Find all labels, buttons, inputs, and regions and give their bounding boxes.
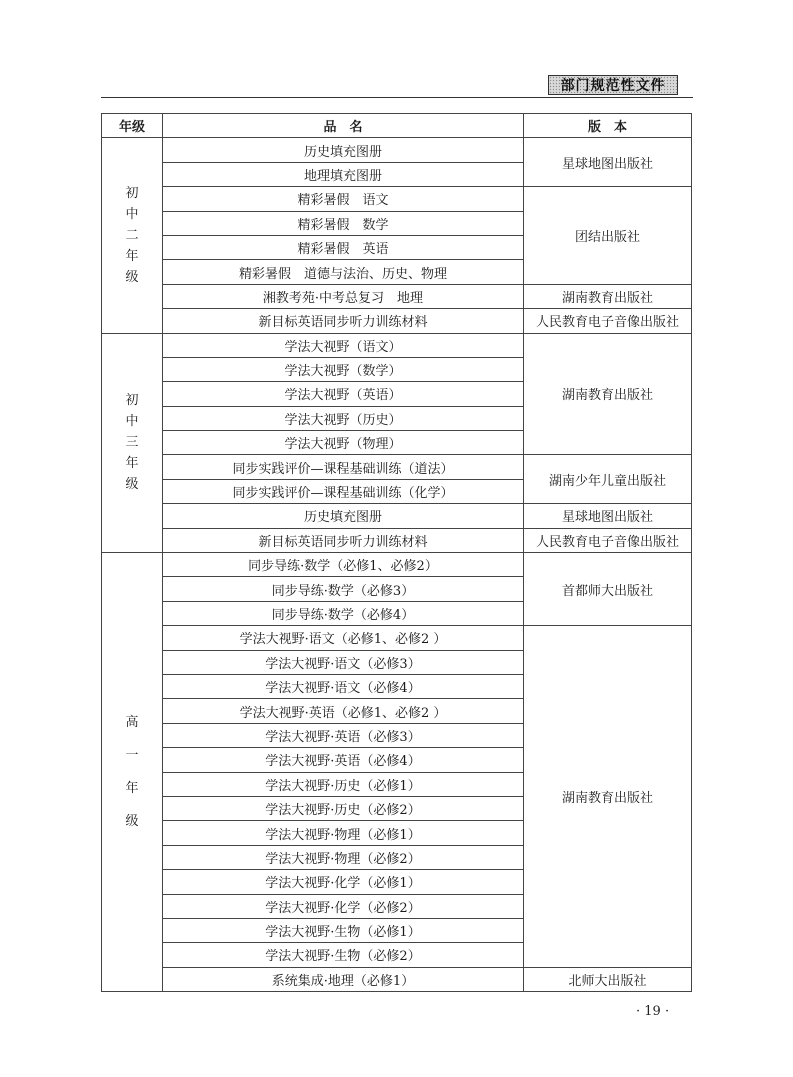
item-name: 精彩暑假 语文 [163,187,524,211]
table-row [102,528,692,552]
grade-char: 初 [125,185,139,201]
column-header-publisher: 版 本 [524,114,692,138]
grade-cell-junior-2 [102,138,163,333]
item-name: 湘教考苑·中考总复习 地理 [163,284,524,308]
publisher-cell: 星球地图出版社 [524,138,692,187]
item-name: 历史填充图册 [163,138,524,162]
publisher-cell: 人民教育电子音像出版社 [524,309,692,333]
grade-char: 级 [125,814,139,830]
page-number: · 19 · [636,1004,670,1019]
grade-char: 级 [125,477,139,493]
item-name: 学法大视野·语文（必修1、必修2 ） [163,626,524,650]
header-divider [101,97,693,98]
item-name: 学法大视野（历史） [163,406,524,430]
item-name: 同步导练·数学（必修4） [163,601,524,625]
item-name: 同步导练·数学（必修3） [163,577,524,601]
publisher-cell: 首都师大出版社 [524,553,692,626]
item-name: 同步实践评价—课程基础训练（道法） [163,455,524,479]
grade-char: 高 [125,715,139,731]
item-name: 学法大视野（英语） [163,382,524,406]
item-name: 学法大视野·历史（必修1） [163,772,524,796]
grade-char: 年 [125,456,139,472]
table-row [102,626,692,650]
item-name: 学法大视野·化学（必修1） [163,870,524,894]
item-name: 学法大视野·生物（必修2） [163,943,524,967]
item-name: 学法大视野·物理（必修1） [163,821,524,845]
table-row [102,553,692,577]
publisher-cell: 湖南教育出版社 [524,626,692,967]
grade-char: 三 [125,435,139,451]
table-row [102,967,692,991]
table-row [102,504,692,528]
grade-char: 中 [125,206,139,222]
item-name: 精彩暑假 数学 [163,211,524,235]
item-name: 学法大视野·生物（必修1） [163,918,524,942]
item-name: 学法大视野·英语（必修1、必修2 ） [163,699,524,723]
grade-cell-junior-3 [102,333,163,553]
grade-char: 级 [125,269,139,285]
item-name: 学法大视野（物理） [163,431,524,455]
item-name: 学法大视野（语文） [163,333,524,357]
grade-char: 年 [125,248,139,264]
document-category-tag: 部门规范性文件 [548,75,678,95]
column-header-name: 品 名 [163,114,524,138]
publisher-cell: 湖南教育出版社 [524,333,692,455]
publisher-cell: 湖南教育出版社 [524,284,692,308]
item-name: 学法大视野·历史（必修2） [163,796,524,820]
item-name: 学法大视野·英语（必修3） [163,723,524,747]
grade-cell-senior-1 [102,553,163,992]
item-name: 历史填充图册 [163,504,524,528]
table-row [102,333,692,357]
item-name: 系统集成·地理（必修1） [163,967,524,991]
textbook-table [101,113,692,992]
grade-char: 二 [125,227,139,243]
publisher-cell: 人民教育电子音像出版社 [524,528,692,552]
table-row [102,284,692,308]
column-header-grade: 年级 [102,114,163,138]
publisher-cell: 团结出版社 [524,187,692,285]
publisher-cell: 星球地图出版社 [524,504,692,528]
item-name: 精彩暑假 英语 [163,235,524,259]
grade-char: 中 [125,414,139,430]
item-name: 同步导练·数学（必修1、必修2） [163,553,524,577]
item-name: 同步实践评价—课程基础训练（化学） [163,479,524,503]
publisher-cell: 湖南少年儿童出版社 [524,455,692,504]
table-header-row [102,114,692,138]
item-name: 学法大视野·化学（必修2） [163,894,524,918]
item-name: 新目标英语同步听力训练材料 [163,528,524,552]
table-row [102,309,692,333]
item-name: 精彩暑假 道德与法治、历史、物理 [163,260,524,284]
publisher-cell: 北师大出版社 [524,967,692,991]
item-name: 学法大视野·物理（必修2） [163,845,524,869]
item-name: 学法大视野·语文（必修4） [163,674,524,698]
grade-char: 一 [125,748,139,764]
item-name: 学法大视野·英语（必修4） [163,748,524,772]
item-name: 学法大视野·语文（必修3） [163,650,524,674]
item-name: 学法大视野（数学） [163,357,524,381]
table-row [102,138,692,162]
item-name: 新目标英语同步听力训练材料 [163,309,524,333]
table-row [102,187,692,211]
grade-char: 年 [125,781,139,797]
grade-char: 初 [125,393,139,409]
item-name: 地理填充图册 [163,162,524,186]
table-row [102,455,692,479]
